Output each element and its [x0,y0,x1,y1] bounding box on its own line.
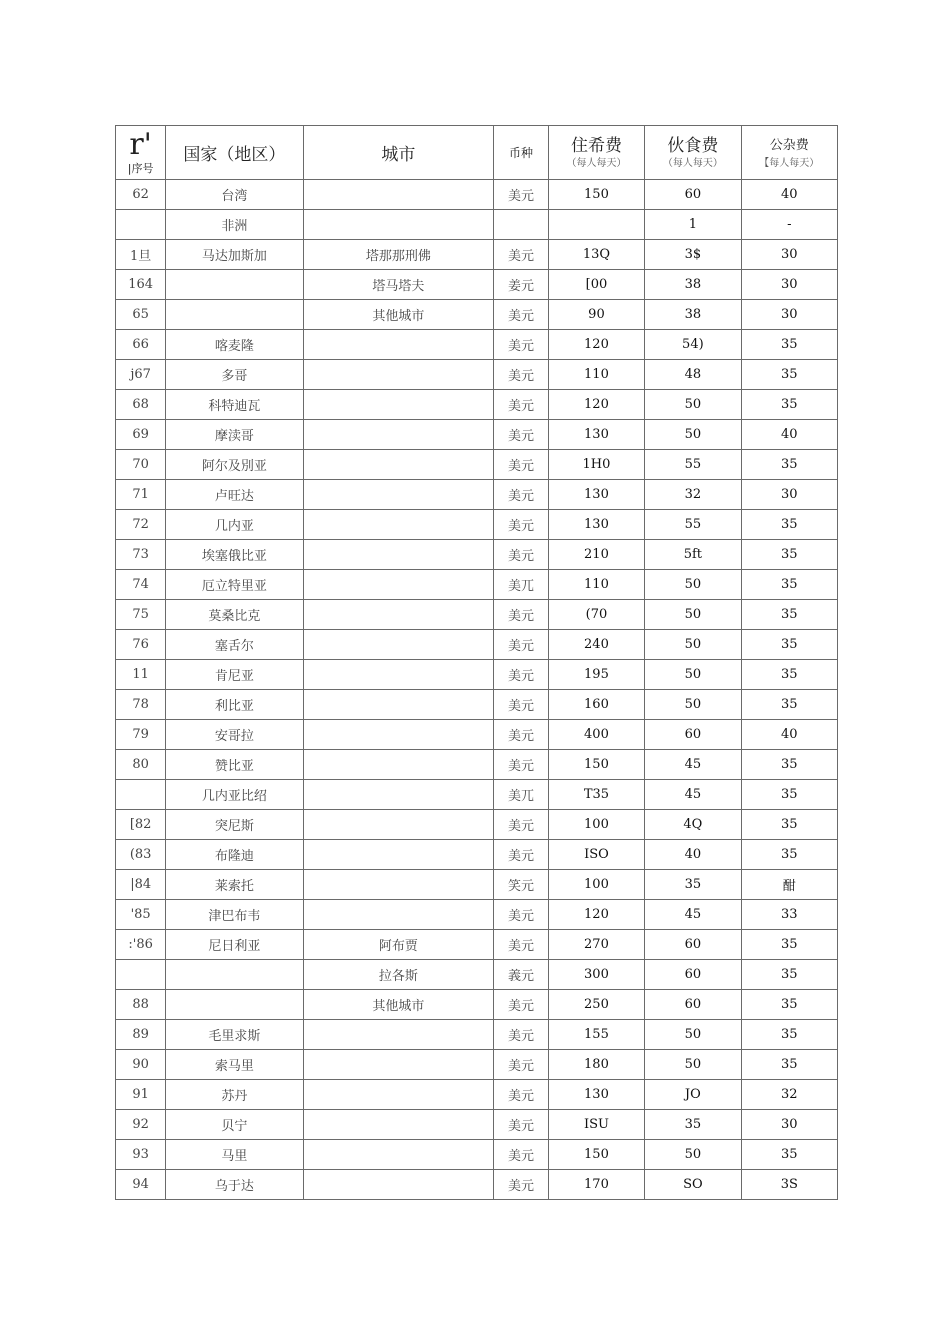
header-food-title: 伙食费 [667,135,719,156]
cell-index: 79 [116,720,166,750]
cell-food: 54) [645,330,741,360]
table-row [116,840,838,870]
cell-city [303,1170,494,1200]
cell-index: |84 [116,870,166,900]
cell-lodging: 100 [548,810,644,840]
cell-misc: 3S [741,1170,837,1200]
cell-currency: 美元 [494,660,548,690]
cell-food: 48 [645,360,741,390]
cell-lodging: 300 [548,960,644,990]
cell-index [116,780,166,810]
cell-misc: - [741,210,837,240]
cell-food: 45 [645,780,741,810]
cell-lodging: 130 [548,510,644,540]
cell-food: 50 [645,390,741,420]
header-city: 城市 [303,126,494,180]
cell-food: 35 [645,870,741,900]
table-row [116,780,838,810]
cell-misc: 35 [741,660,837,690]
cell-food: 35 [645,1110,741,1140]
cell-misc: 35 [741,570,837,600]
cell-index: 92 [116,1110,166,1140]
table-row [116,1140,838,1170]
table-row [116,1110,838,1140]
cell-lodging: 170 [548,1170,644,1200]
cell-country: 几内亚比绍 [166,780,303,810]
cell-currency: 美元 [494,810,548,840]
cell-city: 其他城市 [303,300,494,330]
cell-food: 45 [645,900,741,930]
cell-food: 60 [645,720,741,750]
cell-lodging: 270 [548,930,644,960]
cell-lodging: 130 [548,420,644,450]
table-row [116,1050,838,1080]
cell-lodging: 120 [548,390,644,420]
cell-lodging: ISO [548,840,644,870]
cell-city [303,210,494,240]
cell-currency: 美元 [494,330,548,360]
cell-misc: 35 [741,960,837,990]
cell-misc: 35 [741,690,837,720]
cell-misc: 40 [741,420,837,450]
table-row [116,360,838,390]
cell-country: 科特迪瓦 [166,390,303,420]
cell-lodging: 130 [548,480,644,510]
cell-food: 50 [645,690,741,720]
cell-city [303,780,494,810]
cell-country [166,300,303,330]
cell-country: 台湾 [166,180,303,210]
table-row [116,450,838,480]
cell-currency: 美元 [494,180,548,210]
cell-misc: 35 [741,510,837,540]
cell-lodging: 100 [548,870,644,900]
cell-currency [494,210,548,240]
cell-lodging: 240 [548,630,644,660]
table-row [116,900,838,930]
table-row [116,330,838,360]
cell-city [303,420,494,450]
cell-food: 50 [645,600,741,630]
cell-country: 索马里 [166,1050,303,1080]
cell-misc: 35 [741,360,837,390]
cell-city: 其他城市 [303,990,494,1020]
cell-country: 利比亚 [166,690,303,720]
cell-index: 65 [116,300,166,330]
table-row [116,390,838,420]
cell-country: 摩渎哥 [166,420,303,450]
cell-misc: 35 [741,840,837,870]
cell-food: 3$ [645,240,741,270]
table-row [116,420,838,450]
cell-misc: 35 [741,540,837,570]
header-currency: 币种 [494,126,548,180]
table-row [116,930,838,960]
cell-food: 50 [645,630,741,660]
cell-currency: 美元 [494,990,548,1020]
cell-index: :'86 [116,930,166,960]
cell-food: 55 [645,450,741,480]
cell-food: 60 [645,180,741,210]
cell-city [303,480,494,510]
header-lodging-title: 住希费 [570,135,622,156]
cell-currency: 笑元 [494,870,548,900]
table-body [116,180,838,1200]
cell-currency: 美元 [494,720,548,750]
table-row [116,480,838,510]
cell-country: 几内亚 [166,510,303,540]
cell-index: 74 [116,570,166,600]
cell-currency: 美元 [494,480,548,510]
cell-country: 贝宁 [166,1110,303,1140]
cell-food: 50 [645,1020,741,1050]
cell-country: 喀麦隆 [166,330,303,360]
cell-country: 乌于达 [166,1170,303,1200]
cell-misc: 35 [741,450,837,480]
header-misc [741,126,837,180]
cell-food: 50 [645,1140,741,1170]
cell-lodging: 180 [548,1050,644,1080]
cell-country: 赞比亚 [166,750,303,780]
cell-city [303,330,494,360]
cell-misc: 30 [741,270,837,300]
cell-food: JO [645,1080,741,1110]
cell-city: 阿布贾 [303,930,494,960]
cell-currency: 美元 [494,840,548,870]
cell-city [303,900,494,930]
cell-food: 38 [645,270,741,300]
cell-food: 32 [645,480,741,510]
cell-index: 93 [116,1140,166,1170]
cell-index: 91 [116,1080,166,1110]
cell-index: 78 [116,690,166,720]
cell-currency: 美元 [494,630,548,660]
cell-country: 多哥 [166,360,303,390]
cell-food: 50 [645,420,741,450]
table-row [116,300,838,330]
cell-index: 69 [116,420,166,450]
cell-country: 莫桑比克 [166,600,303,630]
cell-country: 苏丹 [166,1080,303,1110]
table-row [116,660,838,690]
cell-currency: 美元 [494,510,548,540]
table-row [116,690,838,720]
cell-lodging [548,210,644,240]
table-row [116,570,838,600]
cell-index: 68 [116,390,166,420]
table-row [116,720,838,750]
cell-country: 突尼斯 [166,810,303,840]
cell-lodging: T35 [548,780,644,810]
cell-index: 62 [116,180,166,210]
cell-lodging: 400 [548,720,644,750]
cell-index: 75 [116,600,166,630]
cell-currency: 義元 [494,960,548,990]
cell-lodging: 110 [548,360,644,390]
cell-country: 津巴布韦 [166,900,303,930]
cell-city [303,510,494,540]
cell-index: 80 [116,750,166,780]
cell-city [303,690,494,720]
cell-city [303,810,494,840]
cell-currency: 美元 [494,240,548,270]
cell-food: 55 [645,510,741,540]
cell-city: 塔马塔夫 [303,270,494,300]
cell-lodging: 130 [548,1080,644,1110]
cell-index: 71 [116,480,166,510]
cell-index: 94 [116,1170,166,1200]
cell-misc: 酣 [741,870,837,900]
cell-index: j67 [116,360,166,390]
cell-city [303,1020,494,1050]
header-index-label: |序号 [127,161,154,175]
cell-country: 马里 [166,1140,303,1170]
cell-misc: 35 [741,330,837,360]
cell-food: 5ft [645,540,741,570]
cell-lodging: 110 [548,570,644,600]
cell-food: 38 [645,300,741,330]
cell-misc: 30 [741,240,837,270]
cell-city [303,630,494,660]
cell-misc: 35 [741,1050,837,1080]
cell-currency: 美元 [494,1080,548,1110]
table-row [116,240,838,270]
cell-misc: 35 [741,1140,837,1170]
cell-city [303,180,494,210]
cell-misc: 35 [741,600,837,630]
header-lodging-sub: （每人每天） [566,157,627,169]
cell-lodging: 155 [548,1020,644,1050]
cell-misc: 35 [741,780,837,810]
header-misc-title: 公杂费 [769,137,809,153]
cell-country: 埃塞俄比亚 [166,540,303,570]
table-row [116,990,838,1020]
table-row [116,1080,838,1110]
cell-city [303,540,494,570]
cell-currency: 美元 [494,1110,548,1140]
table-row [116,510,838,540]
cell-country: 马达加斯加 [166,240,303,270]
cell-country: 厄立特里亚 [166,570,303,600]
header-misc-sub: 【每人每天） [759,157,820,169]
cell-currency: 美元 [494,1020,548,1050]
cell-city [303,1050,494,1080]
cell-misc: 35 [741,990,837,1020]
cell-lodging: [00 [548,270,644,300]
cell-city [303,1110,494,1140]
cell-food: 50 [645,570,741,600]
table-row [116,630,838,660]
cell-city [303,450,494,480]
table-header [116,126,838,180]
cell-food: SO [645,1170,741,1200]
cell-lodging: 150 [548,750,644,780]
cell-misc: 35 [741,750,837,780]
cell-currency: 美元 [494,450,548,480]
cell-country: 毛里求斯 [166,1020,303,1050]
cell-lodging: 150 [548,1140,644,1170]
cell-country: 尼日利亚 [166,930,303,960]
cell-misc: 35 [741,810,837,840]
table-row [116,810,838,840]
cell-misc: 35 [741,930,837,960]
table-row [116,540,838,570]
cell-misc: 33 [741,900,837,930]
expense-table [115,125,838,1200]
cell-misc: 32 [741,1080,837,1110]
cell-index: 90 [116,1050,166,1080]
cell-country: 阿尔及別亚 [166,450,303,480]
header-country: 国家（地区） [166,126,303,180]
cell-city [303,870,494,900]
header-index [116,126,166,180]
cell-food: 60 [645,960,741,990]
cell-food: 60 [645,930,741,960]
header-food-sub: （每人每天） [662,157,723,169]
cell-index: 70 [116,450,166,480]
cell-lodging: (70 [548,600,644,630]
cell-city [303,1080,494,1110]
cell-lodging: 13Q [548,240,644,270]
header-index-mark: r' [129,126,152,162]
cell-currency: 美元 [494,1050,548,1080]
cell-index: 89 [116,1020,166,1050]
table-row [116,870,838,900]
cell-misc: 35 [741,390,837,420]
cell-country: 非洲 [166,210,303,240]
cell-lodging: 195 [548,660,644,690]
cell-index: '85 [116,900,166,930]
cell-currency: 美元 [494,1140,548,1170]
header-food [645,126,741,180]
cell-country [166,960,303,990]
cell-food: 60 [645,990,741,1020]
cell-city: 拉各斯 [303,960,494,990]
cell-currency: 美元 [494,900,548,930]
cell-city [303,1140,494,1170]
cell-currency: 美元 [494,390,548,420]
cell-currency: 美元 [494,1170,548,1200]
cell-currency: 美元 [494,300,548,330]
cell-lodging: 160 [548,690,644,720]
cell-lodging: 120 [548,900,644,930]
cell-lodging: 120 [548,330,644,360]
cell-country: 莱索托 [166,870,303,900]
table-row [116,600,838,630]
cell-index: 1旦 [116,240,166,270]
cell-country: 安哥拉 [166,720,303,750]
cell-food: 1 [645,210,741,240]
cell-city [303,660,494,690]
cell-lodging: 250 [548,990,644,1020]
cell-food: 50 [645,660,741,690]
cell-currency: 姜元 [494,270,548,300]
cell-index [116,960,166,990]
cell-index [116,210,166,240]
cell-index: (83 [116,840,166,870]
cell-country: 卢旺达 [166,480,303,510]
cell-country: 布隆迪 [166,840,303,870]
cell-city [303,720,494,750]
cell-currency: 美元 [494,600,548,630]
cell-index: 88 [116,990,166,1020]
cell-lodging: ISU [548,1110,644,1140]
cell-country: 塞舌尔 [166,630,303,660]
table-row [116,1020,838,1050]
cell-city [303,750,494,780]
cell-index: 73 [116,540,166,570]
cell-lodging: 150 [548,180,644,210]
cell-city [303,600,494,630]
cell-city: 塔那那刑佛 [303,240,494,270]
table-row [116,180,838,210]
cell-city [303,840,494,870]
cell-currency: 美元 [494,930,548,960]
table-row [116,750,838,780]
cell-lodging: 210 [548,540,644,570]
cell-misc: 35 [741,1020,837,1050]
cell-currency: 美兀 [494,570,548,600]
cell-misc: 40 [741,180,837,210]
table-row [116,270,838,300]
cell-currency: 美元 [494,750,548,780]
cell-index: 72 [116,510,166,540]
cell-misc: 30 [741,480,837,510]
cell-misc: 35 [741,630,837,660]
table-row [116,210,838,240]
table-row [116,1170,838,1200]
cell-misc: 40 [741,720,837,750]
cell-food: 40 [645,840,741,870]
cell-index: [82 [116,810,166,840]
table-row [116,960,838,990]
cell-food: 45 [645,750,741,780]
cell-country: 肯尼亚 [166,660,303,690]
cell-index: 164 [116,270,166,300]
cell-lodging: 1H0 [548,450,644,480]
header-lodging [548,126,644,180]
cell-currency: 美元 [494,360,548,390]
cell-misc: 30 [741,1110,837,1140]
cell-country [166,270,303,300]
cell-food: 4Q [645,810,741,840]
cell-currency: 美元 [494,690,548,720]
cell-currency: 美元 [494,540,548,570]
cell-currency: 美兀 [494,780,548,810]
cell-country [166,990,303,1020]
cell-index: 11 [116,660,166,690]
cell-currency: 美元 [494,420,548,450]
cell-city [303,360,494,390]
cell-misc: 30 [741,300,837,330]
cell-index: 76 [116,630,166,660]
cell-lodging: 90 [548,300,644,330]
cell-food: 50 [645,1050,741,1080]
cell-city [303,390,494,420]
cell-index: 66 [116,330,166,360]
cell-city [303,570,494,600]
